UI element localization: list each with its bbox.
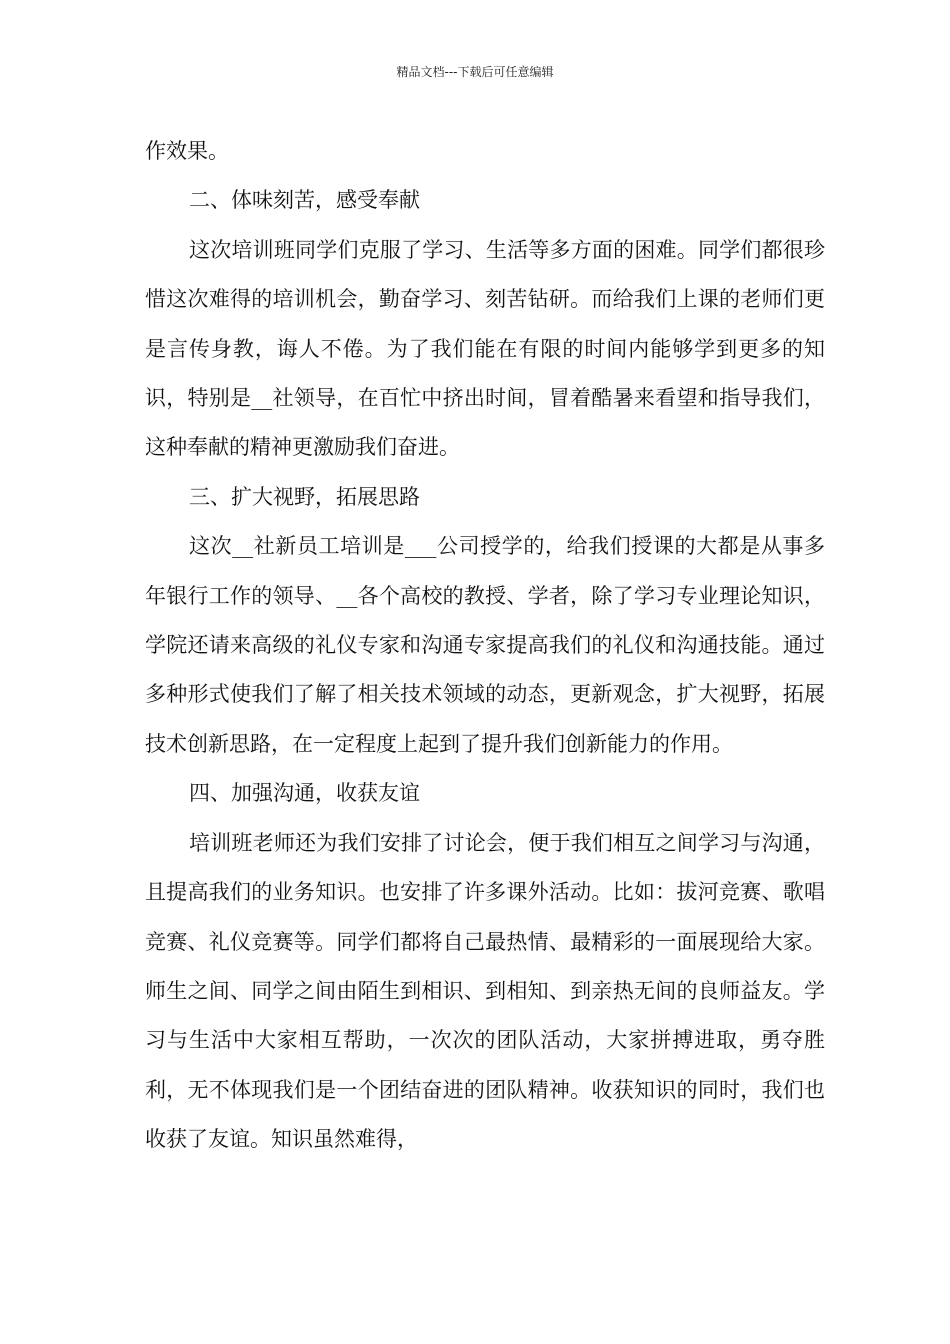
document-body bbox=[145, 127, 825, 1165]
paragraph-friendship: 培训班老师还为我们安排了讨论会，便于我们相互之间学习与沟通，且提高我们的业务知识。也安排了许多课外活动。比如：拔河竞赛、歌唱竞赛、礼仪竞赛等。同学们都将自己最热情、最精彩的一面展现给大家。师生之间、同学之间由陌生到相识、到相知、到亲热无间的良师益友。学习与生活中大家相互帮助，一次次的团队活动，大家拼搏进取，勇夺胜利，无不体现我们是一个团结奋进的团队精神。收获知识的同时，我们也收获了友谊。知识虽然难得， bbox=[145, 830, 825, 1152]
paragraph-vision: 这次__社新员工培训是___公司授学的，给我们授课的大都是从事多年银行工作的领导、__各个高校的教授、学者，除了学习专业理论知识，学院还请来高级的礼仪专家和沟通专家提高我们的礼仪和沟通技能。通过多种形式使我们了解了相关技术领域的动态，更新观念，扩大视野，拓展技术创新思路，在一定程度上起到了提升我们创新能力的作用。 bbox=[145, 534, 825, 756]
section-heading-4: 四、加强沟通，收获友谊 bbox=[189, 781, 420, 806]
paragraph-hardship: 这次培训班同学们克服了学习、生活等多方面的困难。同学们都很珍惜这次难得的培训机会，勤奋学习、刻苦钻研。而给我们上课的老师们更是言传身教，诲人不倦。为了我们能在有限的时间内能够学到更多的知识，特别是__社领导，在百忙中挤出时间，冒着酷暑来看望和指导我们，这种奉献的精神更激励我们奋进。 bbox=[145, 237, 825, 460]
paragraph-continuation: 作效果。 bbox=[145, 139, 229, 163]
section-heading-2: 二、体味刻苦，感受奉献 bbox=[189, 188, 420, 213]
section-heading-3: 三、扩大视野，拓展思路 bbox=[189, 484, 420, 509]
page-header: 精品文档---下载后可任意编辑 bbox=[396, 65, 554, 79]
